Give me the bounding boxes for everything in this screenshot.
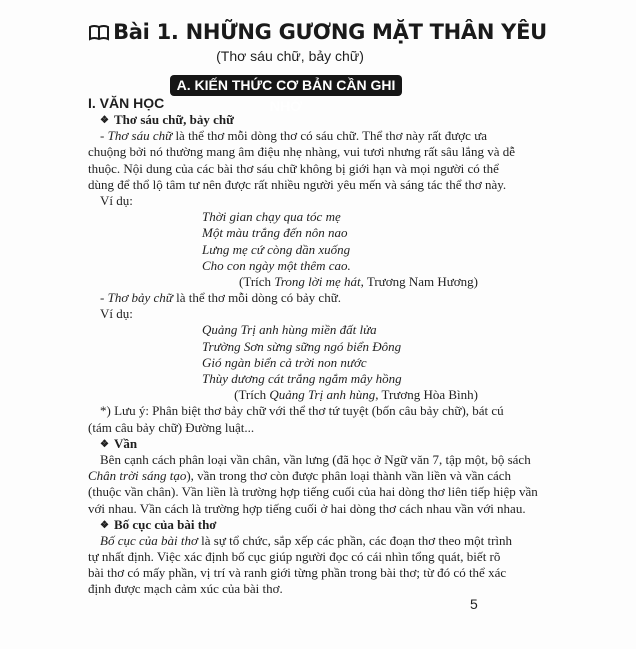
text-segment: - (100, 290, 108, 306)
text-line (88, 176, 507, 193)
diamond-bullet-icon: ❖ (100, 438, 109, 450)
text-segment: Thơ sáu chữ (107, 128, 173, 144)
subheading (88, 517, 478, 533)
text-segment: (Trích (239, 273, 275, 289)
text-segment: Thơ sáu chữ, bảy chữ (113, 112, 234, 127)
text-line (88, 290, 478, 306)
text-segment: Bố cục của bài thơ (100, 532, 198, 548)
text-segment: Chân trời sáng tạo (88, 468, 187, 484)
text-segment: Bên cạnh cách phân loại vần chân, vần lưng (đã học ở Ngữ văn 7, tập một, bộ sách (100, 451, 531, 467)
text-line (88, 128, 488, 144)
text-segment: Thùy dương cát trắng ngắm mây hồng (202, 371, 402, 386)
text-line (88, 484, 538, 500)
poem-line (88, 355, 478, 371)
text-segment: (Trích (234, 387, 270, 403)
text-segment: là thể thơ mỗi dòng thơ có sáu chữ. Thể thơ này rất được ưa (172, 128, 488, 144)
text-segment: Trường Sơn sừng sững ngó biển Đông (202, 338, 402, 354)
citation (88, 274, 478, 290)
poem-line (88, 209, 478, 225)
subheading (88, 112, 478, 128)
text-segment: Cho con ngày một thêm cao. (202, 257, 351, 273)
text-segment: Quảng Trị anh hùng (269, 387, 376, 403)
open-book-icon (89, 22, 109, 46)
text-segment: dùng để thổ lộ tâm tư nên được rất nhiều người yêu mến và sáng tác thể thơ này. (88, 176, 507, 192)
text-segment: Một màu trắng đến nôn nao (202, 225, 348, 241)
lesson-title (0, 20, 636, 46)
text-line (88, 532, 513, 549)
text-segment: với nhau. Vần cách là trường hợp tiếng cuối ở hai dòng thơ cách nhau vần với nhau. (88, 500, 526, 516)
subheading (88, 436, 478, 452)
text-segment: tự nhất định. Việc xác định bố cục giúp người đọc có cái nhìn tổng quát, biết rõ (88, 549, 501, 565)
text-line (88, 193, 478, 209)
text-segment: là thể thơ mỗi dòng có bảy chữ. (172, 290, 341, 306)
poem-line (88, 225, 478, 241)
text-segment: Lưng mẹ cứ còng dần xuống (202, 241, 351, 257)
text-segment: Quảng Trị anh hùng miền đất lửa (202, 322, 377, 338)
text-line (88, 581, 478, 597)
page-number: 5 (470, 596, 478, 612)
text-line (88, 160, 499, 177)
text-segment: , Trương Hòa Bình) (375, 387, 478, 403)
text-segment: định được mạch cảm xúc của bài thơ. (88, 581, 283, 597)
text-segment: Ví dụ: (100, 306, 133, 322)
section-heading: I. VĂN HỌC (88, 95, 165, 111)
text-segment: Ví dụ: (100, 192, 133, 208)
text-segment: , Trương Nam Hương) (360, 273, 478, 289)
citation (88, 387, 478, 403)
text-line (88, 144, 515, 160)
text-segment: - (100, 128, 108, 144)
poem-line (88, 322, 478, 338)
diamond-bullet-icon: ❖ (100, 115, 109, 126)
text-line (88, 500, 526, 517)
lesson-title-text: Bài 1. NHỮNG GƯƠNG MẶT THÂN YÊU (113, 20, 547, 44)
text-segment: (thuộc vần chân). Vần liền là trường hợp tiếng cuối của hai dòng thơ liên tiếp hiệp vần (88, 484, 538, 500)
text-segment: Trong lời mẹ hát (274, 273, 361, 289)
text-segment: là sự tổ chức, sắp xếp các phần, các đoạn thơ theo một trình (197, 532, 513, 548)
text-segment: thuộc. Nội dung của các bài thơ sáu chữ không bị giới hạn và mọi người có thể (88, 160, 499, 176)
text-line (88, 306, 478, 322)
text-segment: chuộng bởi nó thường mang âm điệu nhẹ nhàng, vui tươi nhưng rất sâu lắng và dễ (88, 144, 515, 160)
text-segment: (tám câu bảy chữ) Đường luật... (88, 419, 255, 435)
poem-line (88, 258, 478, 274)
text-line (88, 565, 507, 581)
poem-line (88, 339, 478, 355)
text-segment: Bố cục của bài thơ (113, 516, 217, 532)
text-segment: Thời gian chạy qua tóc mẹ (202, 209, 341, 225)
poem-line (88, 371, 478, 387)
text-segment: bài thơ có mấy phần, vị trí và ranh giới từng phần trong bài thơ; từ đó có thể xác (88, 565, 507, 581)
text-line (88, 549, 501, 565)
text-line (88, 420, 478, 436)
poem-line (88, 242, 478, 258)
text-line (88, 403, 504, 419)
section-banner: A. KIẾN THỨC CƠ BẢN CẦN GHI NHỚ (170, 75, 402, 96)
lesson-subtitle: (Thơ sáu chữ, bảy chữ) (216, 48, 364, 64)
text-segment: Thơ bảy chữ (107, 290, 173, 306)
document-body (88, 112, 538, 598)
text-segment: ), vần trong thơ còn được phân loại thành vần liền và vần cách (186, 468, 512, 484)
text-line (88, 468, 512, 484)
diamond-bullet-icon: ❖ (100, 519, 109, 531)
text-segment: Vần (113, 435, 138, 451)
text-segment: *) Lưu ý: Phân biệt thơ bảy chữ với thể thơ tứ tuyệt (bốn câu bảy chữ), bát cú (100, 403, 504, 419)
text-segment: Gió ngàn biển cả trời non nước (202, 354, 367, 370)
text-line (88, 451, 531, 468)
